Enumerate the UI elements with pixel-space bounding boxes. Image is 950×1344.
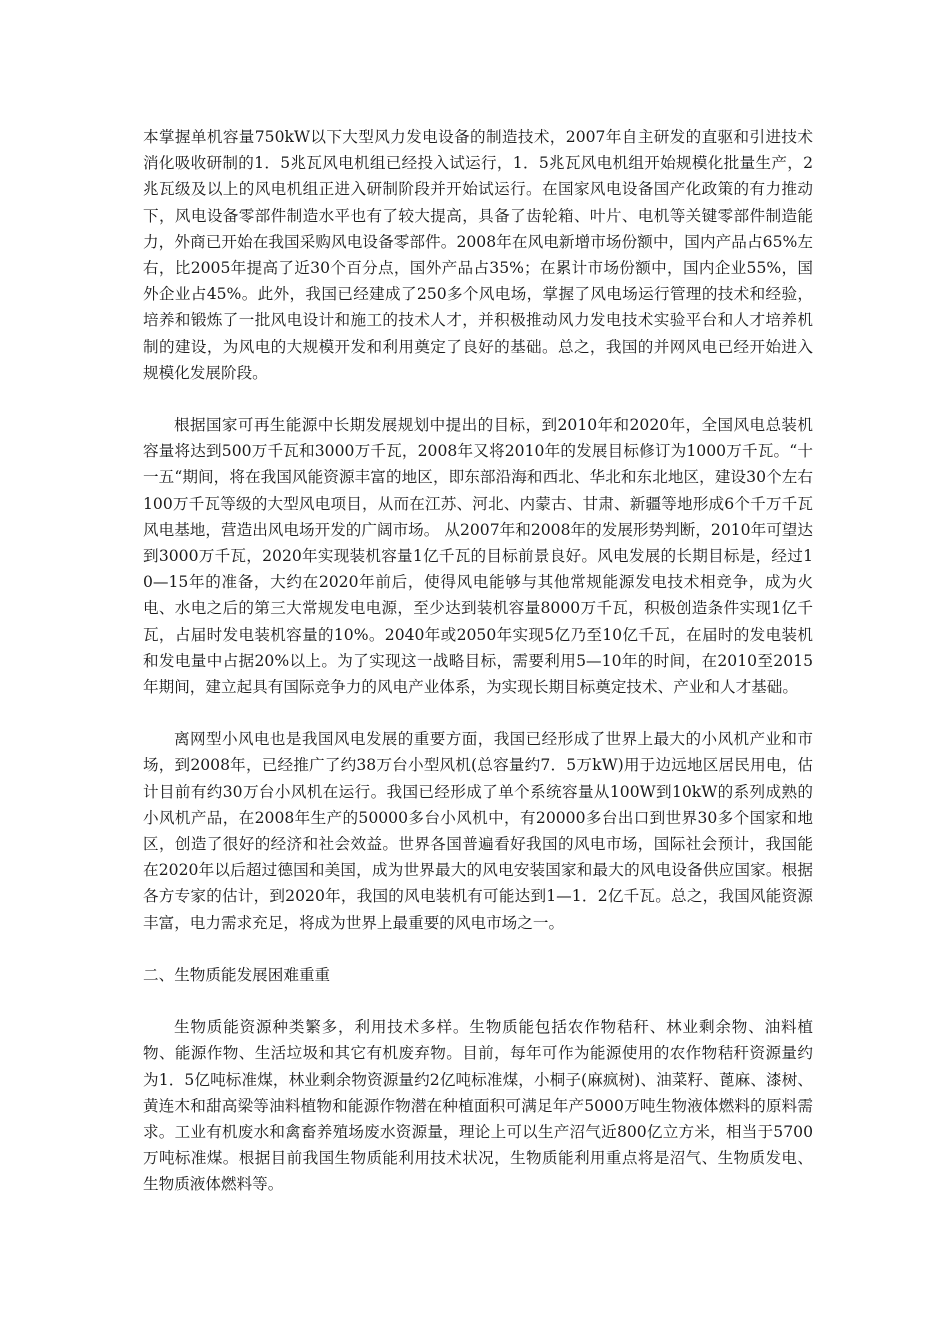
paragraph-spacer: [143, 386, 813, 412]
document-body: [143, 124, 813, 1198]
paragraph-small-wind-turbines: 离网型小风电也是我国风电发展的重要方面，我国已经形成了世界上最大的小风机产业和市场，到2008年，已经推广了约38万台小型风机(总容量约7．5万kW)用于边远地区居民用电，估计目前有约30万台小风机在运行。我国已经形成了单个系统容量从100W到10kW的系列成熟的小风机产品，在2008年生产的50000多台小风机中，有20000多台出口到世界30多个国家和地区，创造了很好的经济和社会效益。世界各国普遍看好我国的风电市场，国际社会预计，我国能在2020年以后超过德国和美国，成为世界最大的风电安装国家和最大的风电设备供应国家。根据各方专家的估计，到2020年，我国的风电装机有可能达到1—1．2亿千瓦。总之，我国风能资源丰富，电力需求充足，将成为世界上最重要的风电市场之一。: [143, 730, 813, 932]
paragraph-wind-equipment-manufacturing: 本掌握单机容量750kW以下大型风力发电设备的制造技术，2007年自主研发的直驱和引进技术消化吸收研制的1．5兆瓦风电机组已经投入试运行，1．5兆瓦风电机组开始规模化批量生产，2兆瓦级及以上的风电机组正进入研制阶段并开始试运行。在国家风电设备国产化政策的有力推动下，风电设备零部件制造水平也有了较大提高，具备了齿轮箱、叶片、电机等关键零部件制造能力，外商已开始在我国采购风电设备零部件。2008年在风电新增市场份额中，国内产品占65%左右，比2005年提高了近30个百分点，国外产品占35%；在累计市场份额中，国内企业55%，国外企业占45%。此外，我国已经建成了250多个风电场，掌握了风电场运行管理的技术和经验，培养和锻炼了一批风电设计和施工的技术人才，并积极推动风力发电技术实验平台和人才培养机制的建设，为风电的大规模开发和利用奠定了良好的基础。总之，我国的并网风电已经开始进入规模化发展阶段。: [143, 128, 813, 382]
paragraph-wind-development-targets: 根据国家可再生能源中长期发展规划中提出的目标，到2010年和2020年，全国风电总装机容量将达到500万千瓦和3000万千瓦，2008年又将2010年的发展目标修订为1000万千瓦。“十一五“期间，将在我国风能资源丰富的地区，即东部沿海和西北、华北和东北地区，建设30个左右100万千瓦等级的大型风电项目，从而在江苏、河北、内蒙古、甘肃、新疆等地形成6个千万千瓦风电基地，营造出风电场开发的广阔市场。 从2007年和2008年的发展形势判断，2010年可望达到3000万千瓦，2020年实现装机容量1亿千瓦的目标前景良好。风电发展的长期目标是，经过10—15年的准备，大约在2020年前后，使得风电能够与其他常规能源发电技术相竞争，成为火电、水电之后的第三大常规发电电源，至少达到装机容量8000万千瓦，积极创造条件实现1亿千瓦，占届时发电装机容量的10%。2040年或2050年实现5亿乃至10亿千瓦，在届时的发电装机和发电量中占据20%以上。为了实现这一战略目标，需要利用5—10年的时间，在2010至2015年期间，建立起具有国际竞争力的风电产业体系，为实现长期目标奠定技术、产业和人才基础。: [143, 416, 813, 697]
paragraph-spacer: [143, 936, 813, 962]
paragraph-spacer: [143, 988, 813, 1014]
section-heading-biomass: 二、生物质能发展困难重重: [143, 965, 331, 984]
paragraph-biomass-resources: 生物质能资源种类繁多，利用技术多样。生物质能包括农作物秸秆、林业剩余物、油料植物、能源作物、生活垃圾和其它有机废弃物。目前，每年可作为能源使用的农作物秸秆资源量约为1．5亿吨标准煤，林业剩余物资源量约2亿吨标准煤，小桐子(麻疯树)、油菜籽、蓖麻、漆树、黄连木和甜高梁等油料植物和能源作物潜在种植面积可满足年产5000万吨生物液体燃料的原料需求。工业有机废水和禽畜养殖场废水资源量，理论上可以生产沼气近800亿立方米，相当于5700万吨标准煤。根据目前我国生物质能利用技术状况，生物质能利用重点将是沼气、生物质发电、生物质液体燃料等。: [143, 1018, 813, 1194]
paragraph-spacer: [143, 700, 813, 726]
